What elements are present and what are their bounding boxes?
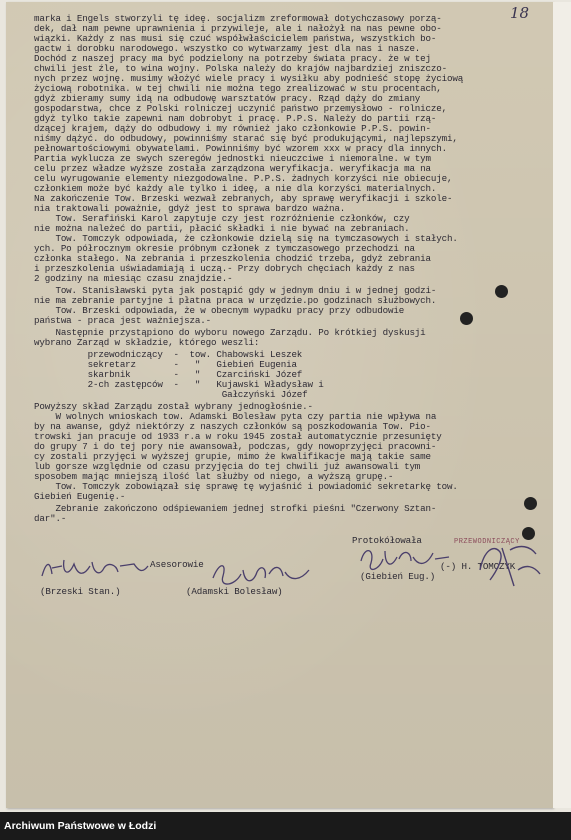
- text-line: celu wyrugowanie elementy niezgodowalne. P.P.S. żadnych korzyści nie obiecuje,: [34, 173, 453, 184]
- text-line: trowski jan pracuje od 1933 r.a w roku 1945 został automatycznie przesunięty: [34, 431, 442, 442]
- text-line: Zebranie zakończono odśpiewaniem jednej strofki pieśni "Czerwony Sztan-: [34, 503, 437, 514]
- text-line: wybrano Zarząd w składzie, którego weszli:: [34, 337, 260, 348]
- text-line: i przeszkolenia uświadamiają i uczą.- Przy dobrych chęciach każdy z nas: [34, 263, 415, 274]
- text-line: nia traktowali poważnie, gdyż jest to sprawa bardzo ważna.: [34, 203, 346, 214]
- text-line: Powyższy skład Zarządu został wybrany jednogłośnie.-: [34, 401, 313, 412]
- text-line: ych. Po półrocznym okresie próbnym członek z tymczasowego przechodzi na: [34, 243, 415, 254]
- board-row-secretary: sekretarz - " Giebień Eugenia: [34, 359, 297, 370]
- punch-hole: [460, 312, 473, 325]
- text-line: celu przez władze wyższe została zarządzona weryfikacja. weryfikacja ma na: [34, 163, 431, 174]
- text-line: Tow. Serafiński Karol zapytuje czy jest rozróżnienie członków, czy: [34, 213, 410, 224]
- text-line: nych przez wojnę. musimy włożyć wiele pracy i wysiłku aby podnieść stopę życiową: [34, 73, 464, 84]
- text-line: Tow. Stanisławski pyta jak postąpić gdy w jednym dniu i w jednej godzi-: [34, 285, 437, 296]
- archive-name: Archiwum Państwowe w Łodzi: [4, 820, 157, 832]
- text-line: dzącej krajem, dąży do odbudowy i my również jako członkowie P.P.S. powin-: [34, 123, 431, 134]
- text-line: nie ma zebranie partyjne i płatna praca w urzędzie.po godzinach służbowych.: [34, 295, 437, 306]
- text-line: Partia wyklucza ze swych szeregów jednostki nieuczciwe i niemoralne. w tym: [34, 153, 431, 164]
- handwritten-signature-adamski: [205, 560, 315, 592]
- text-line: nie można należeć do partii, płacić składki i nie bywać na zebraniach.: [34, 223, 410, 234]
- text-line: dar".-: [34, 513, 67, 524]
- text-line: chwili jest źle, to wina wojny. Polska należy do krajów najbardziej zniszczo-: [34, 63, 447, 74]
- board-row-deputies-cont: Gałczyński Józef: [34, 389, 308, 400]
- text-line: do grupy 7 i do tej pory nie awansował, podczas, gdy nowoprzyjęci pracowni-: [34, 441, 437, 452]
- text-line: marka i Engels stworzyli tę ideę. socjalizm zreformował dotychczasowy porzą-: [34, 13, 442, 24]
- text-line: cy zostali przyjęci w wyższej grupie, mimo że kwalifikacje mają takie same: [34, 451, 431, 462]
- text-line: dek, dał nam pewne uprawnienia i przywileje, ale i nałożył na nas pewne obo-: [34, 23, 442, 34]
- text-line: Giebień Eugenię.-: [34, 491, 126, 502]
- text-line: by na awanse, gdyż niektórzy z naszych członków są poszkodowania Tow. Pio-: [34, 421, 431, 432]
- handwritten-signature-brzeski: [38, 556, 158, 586]
- signature-tomczyk: (-) H. TOMCZYK: [440, 561, 516, 572]
- page-edge: [553, 2, 571, 808]
- punch-hole: [524, 497, 537, 510]
- text-line: życiową robotnika. w tej chwili nie można tego zrealizować w stu procentach,: [34, 83, 442, 94]
- text-line: sposobem mając mniejszą ilość lat służby od niego, a wyższą grupę.-: [34, 471, 394, 482]
- text-line: Tow. Brzeski odpowiada, że w obecnym wypadku pracy przy odbudowie: [34, 305, 405, 316]
- text-line: gdyż tylko takie zapewni nam dobrobyt i pracę. P.P.S. Należy do partii rzą-: [34, 113, 437, 124]
- signature-brzeski: (Brzeski Stan.): [40, 586, 121, 597]
- punch-hole: [495, 285, 508, 298]
- text-line: Dochód z naszej pracy ma być podzielony na potrzeby świata pracy. że w tej: [34, 53, 431, 64]
- punch-hole: [522, 527, 535, 540]
- text-line: Następnie przystąpiono do wyboru nowego Zarządu. Po krótkiej dyskusji: [34, 327, 426, 338]
- text-line: członka stałego. Na zebrania i przeszkolenia chodzić trzeba, gdyż zebrania: [34, 253, 431, 264]
- text-line: Tow. Tomczyk odpowiada, że członkowie dzielą się na tymczasowych i stałych.: [34, 233, 458, 244]
- signature-adamski: (Adamski Bolesław): [186, 586, 283, 597]
- text-line: państwa - praca jest ważniejsza.-: [34, 315, 211, 326]
- text-line: wiązki. Każdy z nas musi się czuć współwłaścicielem państwa, wszystkich bo-: [34, 33, 437, 44]
- signature-giebien: (Giebień Eug.): [360, 571, 436, 582]
- handwritten-signature-giebien: [355, 545, 455, 577]
- board-row-treasurer: skarbnik - " Czarciński Józef: [34, 369, 303, 380]
- text-line: pełnowartościowymi obywatelami. Powinniśmy być wzorem xxx w pracy dla innych.: [34, 143, 447, 154]
- text-line: 2 godziny na miesiąc czasu znajdzie.-: [34, 273, 233, 284]
- text-line: lub gorsze względnie od czasu przyjęcia do tej chwili już awansowali tym: [34, 461, 421, 472]
- text-line: Na zakończenie Tow. Brzeski wezwał zebranych, aby sprawę weryfikacji i szkole-: [34, 193, 453, 204]
- text-line: gactw i dorobku narodowego. wszystko co wytwarzamy jest dla nas i nasze.: [34, 43, 421, 54]
- page-number-mark: 18: [510, 4, 530, 22]
- board-row-chairman: przewodniczący - tow. Chabowski Leszek: [34, 349, 303, 360]
- text-line: gospodarstwa, chce z Polski rolniczej uczynić państwo przemysłowo - rolnicze,: [34, 103, 447, 114]
- text-line: Tow. Tomczyk zobowiązał się sprawę tę wyjaśnić i powiadomić sekretarkę tow.: [34, 481, 458, 492]
- text-line: gdyż zbieramy sumy idą na odbudowę warsztatów pracy. Rząd dąży do zmiany: [34, 93, 421, 104]
- chairman-stamp: PRZEWODNICZĄCY: [454, 538, 520, 546]
- text-line: W wolnych wnioskach tow. Adamski Bolesław pyta czy partia nie wpływa na: [34, 411, 437, 422]
- assessors-label: Asesorowie: [150, 559, 204, 570]
- text-line: niśmy dążyć. do odbudowy, powinniśmy starać się być produkującymi, najlepszymi,: [34, 133, 458, 144]
- recorder-label: Protokółowała: [352, 535, 422, 546]
- text-line: członkiem może być każdy ale tylko i ideę, a nie dla korzyści materialnych.: [34, 183, 437, 194]
- handwritten-signature-tomczyk: [470, 540, 550, 595]
- board-row-deputies: 2-ch zastępców - " Kujawski Władysław i: [34, 379, 324, 390]
